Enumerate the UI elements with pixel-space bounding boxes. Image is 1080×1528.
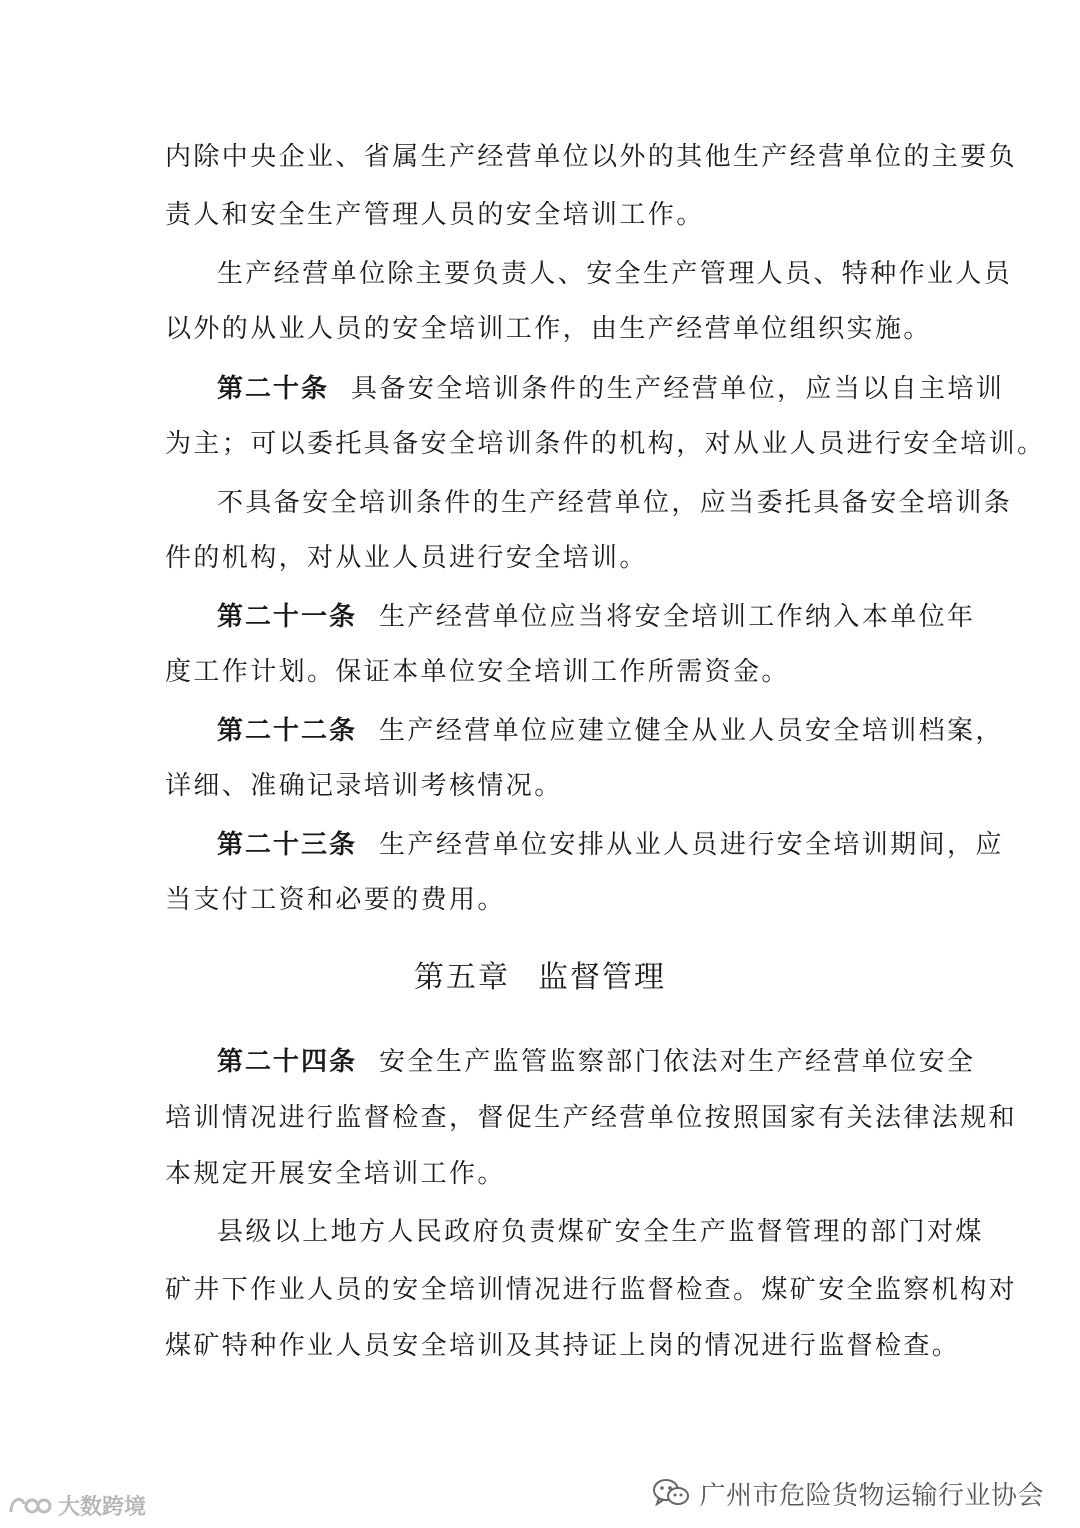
- paragraph-line: 生产经营单位除主要负责人、安全生产管理人员、特种作业人员: [217, 259, 1013, 289]
- paragraph-line: 责人和安全生产管理人员的安全培训工作。: [165, 200, 705, 230]
- paragraph-line: 本规定开展安全培训工作。: [165, 1159, 506, 1189]
- wechat-watermark: [651, 1476, 1044, 1510]
- article-number: 第二十条: [217, 374, 330, 404]
- paragraph-line: 详细、准确记录培训考核情况。: [165, 771, 563, 801]
- article-text: 具备安全培训条件的生产经营单位，应当以自主培训: [351, 374, 1005, 404]
- paragraph-line: 以外的从业人员的安全培训工作，由生产经营单位组织实施。: [165, 314, 932, 344]
- paragraph-line: 内除中央企业、省属生产经营单位以外的其他生产经营单位的主要负: [165, 142, 1018, 172]
- article-23-line: [217, 828, 1004, 862]
- chapter-title: 监督管理: [538, 960, 666, 995]
- article-21-line: [217, 600, 976, 634]
- article-22-line: [217, 714, 1004, 748]
- paragraph-line: 为主；可以委托具备安全培训条件的机构，对从业人员进行安全培训。: [165, 429, 1046, 459]
- paragraph-line: 不具备安全培训条件的生产经营单位，应当委托具备安全培训条: [217, 488, 1013, 518]
- article-text: 生产经营单位安排从业人员进行安全培训期间，应: [379, 830, 1004, 860]
- paragraph-line: 度工作计划。保证本单位安全培训工作所需资金。: [165, 657, 790, 687]
- chapter-number: 第五章: [414, 960, 510, 995]
- wechat-icon: [651, 1477, 691, 1509]
- brand-logo-icon: [8, 1492, 52, 1518]
- chapter-heading: [0, 958, 1080, 998]
- paragraph-line: 当支付工资和必要的费用。: [165, 885, 506, 915]
- article-number: 第二十一条: [217, 602, 358, 632]
- article-text: 生产经营单位应建立健全从业人员安全培训档案，: [379, 716, 1004, 746]
- paragraph-line: 件的机构，对从业人员进行安全培训。: [165, 543, 648, 573]
- article-text: 生产经营单位应当将安全培训工作纳入本单位年: [379, 602, 976, 632]
- article-number: 第二十二条: [217, 716, 358, 746]
- paragraph-line: 培训情况进行监督检查，督促生产经营单位按照国家有关法律法规和: [165, 1103, 1018, 1133]
- paragraph-line: 矿井下作业人员的安全培训情况进行监督检查。煤矿安全监察机构对: [165, 1275, 1018, 1305]
- article-number: 第二十四条: [217, 1047, 358, 1077]
- article-number: 第二十三条: [217, 830, 358, 860]
- watermark-brand-name: 大数跨境: [58, 1494, 147, 1520]
- brand-watermark: [8, 1490, 146, 1520]
- article-24-line: [217, 1045, 976, 1079]
- article-text: 安全生产监管监察部门依法对生产经营单位安全: [379, 1047, 976, 1077]
- paragraph-line: 县级以上地方人民政府负责煤矿安全生产监督管理的部门对煤: [217, 1217, 984, 1247]
- article-20-line: [217, 372, 1005, 406]
- watermark-org-name: 广州市危险货物运输行业协会: [699, 1480, 1044, 1511]
- paragraph-line: 煤矿特种作业人员安全培训及其持证上岗的情况进行监督检查。: [165, 1331, 961, 1361]
